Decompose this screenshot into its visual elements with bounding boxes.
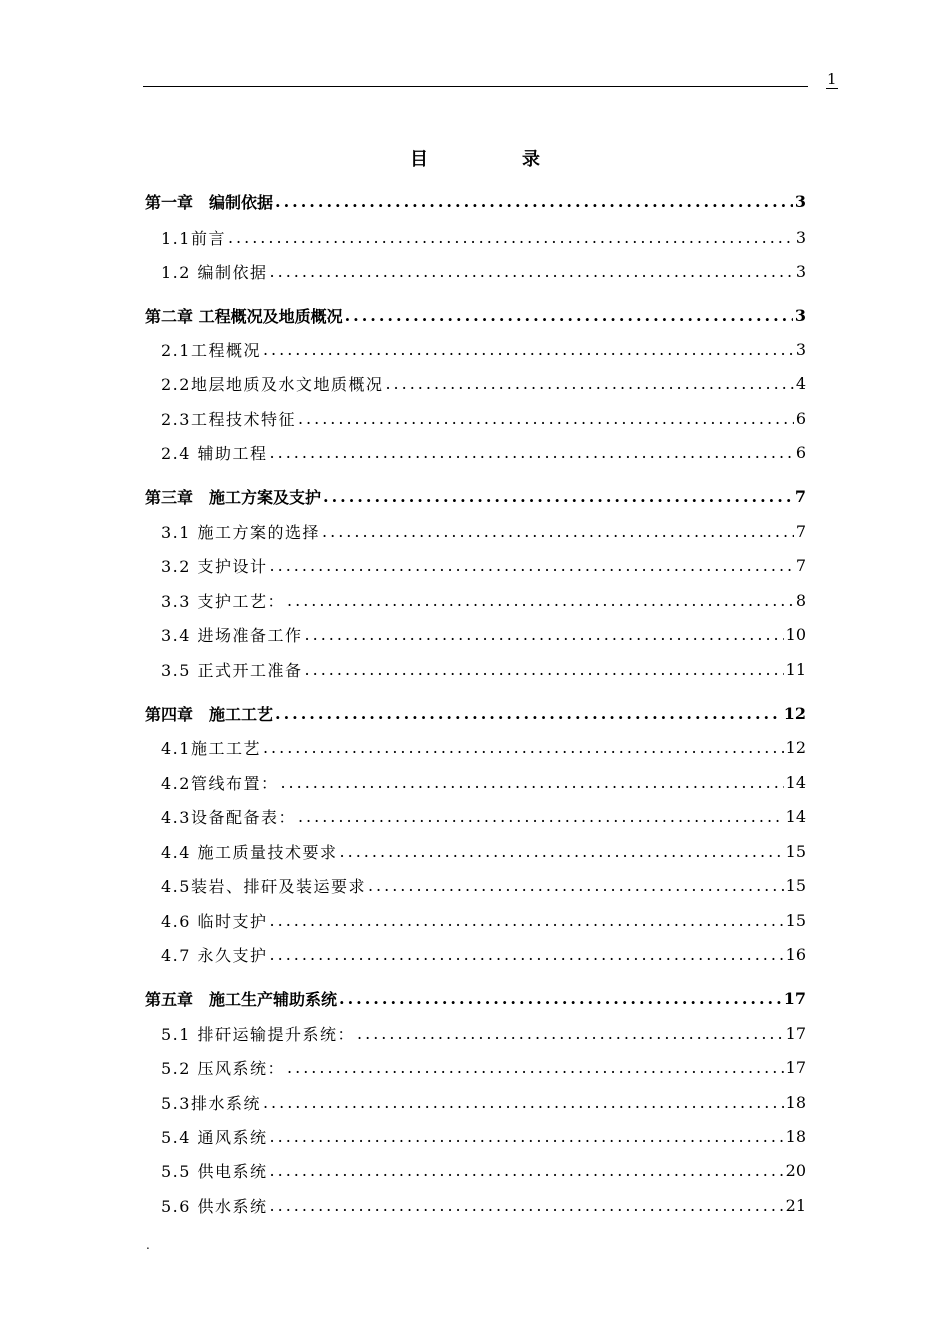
toc-entry-page: 15 <box>785 910 806 930</box>
toc-section-entry[interactable] <box>145 1191 806 1219</box>
toc-dot-leader <box>368 876 784 895</box>
toc-section-entry[interactable] <box>145 733 806 761</box>
toc-section-entry[interactable] <box>145 620 806 648</box>
toc-dot-leader <box>298 807 784 826</box>
toc-section-entry[interactable] <box>145 1156 806 1184</box>
toc-dot-leader <box>270 262 794 281</box>
toc-entry-page: 4 <box>795 373 806 393</box>
toc-entry-page: 3 <box>795 227 806 247</box>
toc-dot-leader <box>270 945 784 964</box>
toc-entry-label: 第四章 施工工艺 <box>145 704 274 724</box>
toc-section-entry[interactable] <box>145 837 806 865</box>
toc-section-entry[interactable] <box>145 655 806 683</box>
header-rule <box>143 86 808 87</box>
toc-dot-leader <box>228 228 794 247</box>
toc-entry-page: 8 <box>795 590 806 610</box>
toc-dot-leader <box>263 738 784 757</box>
toc-entry-page: 16 <box>785 944 806 964</box>
toc-section-entry[interactable] <box>145 369 806 397</box>
toc-entry-page: 6 <box>795 442 806 462</box>
toc-entry-label: 第二章 工程概况及地质概况 <box>145 306 343 326</box>
toc-section-entry[interactable] <box>145 223 806 251</box>
toc-entry-page: 3 <box>794 305 806 325</box>
toc-section-entry[interactable] <box>145 257 806 285</box>
toc-dot-leader <box>270 1127 784 1146</box>
toc-entry-label: 3.3 支护工艺： <box>161 591 286 611</box>
toc-entry-label: 4.7 永久支护 <box>161 945 268 965</box>
toc-entry-label: 1.1前言 <box>161 228 226 248</box>
toc-entry-page: 20 <box>785 1160 806 1180</box>
page-number: 1 <box>827 70 837 88</box>
toc-section-entry[interactable] <box>145 1122 806 1150</box>
toc-dot-leader <box>305 660 784 679</box>
toc-section-entry[interactable] <box>145 906 806 934</box>
toc-section-entry[interactable] <box>145 335 806 363</box>
toc-entry-label: 4.5装岩、排矸及装运要求 <box>161 876 366 896</box>
toc-entry-page: 11 <box>785 659 806 679</box>
toc-entry-page: 7 <box>795 555 806 575</box>
toc-entry-page: 3 <box>795 339 806 359</box>
toc-chapter-entry[interactable] <box>145 984 806 1012</box>
toc-section-entry[interactable] <box>145 404 806 432</box>
toc-entry-label: 5.3排水系统 <box>161 1093 261 1113</box>
toc-dot-leader <box>339 989 782 1008</box>
toc-entry-label: 2.3工程技术特征 <box>161 409 296 429</box>
toc-entry-page: 17 <box>785 1023 806 1043</box>
toc-entry-page: 17 <box>783 988 806 1008</box>
toc-entry-page: 18 <box>785 1092 806 1112</box>
toc-entry-label: 4.4 施工质量技术要求 <box>161 842 338 862</box>
toc-dot-leader <box>287 591 794 610</box>
toc-section-entry[interactable] <box>145 802 806 830</box>
toc-dot-leader <box>280 773 783 792</box>
toc-dot-leader <box>305 625 784 644</box>
toc-section-entry[interactable] <box>145 551 806 579</box>
toc-section-entry[interactable] <box>145 1088 806 1116</box>
toc-dot-leader <box>385 374 793 393</box>
toc-section-entry[interactable] <box>145 940 806 968</box>
toc-entry-page: 7 <box>795 521 806 541</box>
toc-dot-leader <box>322 522 794 541</box>
toc-section-entry[interactable] <box>145 768 806 796</box>
toc-entry-page: 18 <box>785 1126 806 1146</box>
toc-dot-leader <box>323 487 793 506</box>
toc-title: 目 录 <box>410 149 578 170</box>
toc-section-entry[interactable] <box>145 586 806 614</box>
toc-entry-label: 5.5 供电系统 <box>161 1161 268 1181</box>
toc-chapter-entry[interactable] <box>145 699 806 727</box>
toc-dot-leader <box>340 842 784 861</box>
toc-entry-page: 15 <box>785 841 806 861</box>
toc-section-entry[interactable] <box>145 1053 806 1081</box>
toc-dot-leader <box>270 1161 784 1180</box>
toc-dot-leader <box>270 556 794 575</box>
toc-dot-leader <box>357 1024 784 1043</box>
toc-dot-leader <box>270 1196 784 1215</box>
toc-entry-label: 4.6 临时支护 <box>161 911 268 931</box>
toc-entry-label: 5.4 通风系统 <box>161 1127 268 1147</box>
toc-dot-leader <box>263 1093 784 1112</box>
toc-entry-page: 6 <box>795 408 806 428</box>
toc-entry-label: 第三章 施工方案及支护 <box>145 487 322 507</box>
toc-entry-label: 3.5 正式开工准备 <box>161 660 303 680</box>
toc-entry-page: 12 <box>785 737 806 757</box>
toc-entry-page: 21 <box>785 1195 806 1215</box>
toc-entry-label: 4.1施工工艺 <box>161 738 261 758</box>
toc-entry-page: 17 <box>785 1057 806 1077</box>
toc-chapter-entry[interactable] <box>145 482 806 510</box>
toc-entry-label: 5.2 压风系统： <box>161 1058 286 1078</box>
toc-entry-page: 10 <box>785 624 806 644</box>
toc-entry-page: 3 <box>795 261 806 281</box>
toc-dot-leader <box>270 443 794 462</box>
toc-entry-label: 3.2 支护设计 <box>161 556 268 576</box>
footer-mark: . <box>146 1238 150 1252</box>
toc-entry-label: 3.1 施工方案的选择 <box>161 522 321 542</box>
toc-dot-leader <box>270 911 784 930</box>
toc-section-entry[interactable] <box>145 871 806 899</box>
toc-entry-label: 第五章 施工生产辅助系统 <box>145 989 338 1009</box>
toc-entry-label: 2.2地层地质及水文地质概况 <box>161 374 384 394</box>
toc-entry-label: 5.6 供水系统 <box>161 1196 268 1216</box>
toc-entry-page: 3 <box>794 191 806 211</box>
toc-section-entry[interactable] <box>145 438 806 466</box>
toc-entry-page: 12 <box>783 703 806 723</box>
toc-entry-page: 14 <box>785 806 806 826</box>
toc-chapter-entry[interactable] <box>145 187 806 215</box>
toc-entry-page: 7 <box>794 486 806 506</box>
toc-entry-label: 4.2管线布置： <box>161 773 279 793</box>
toc-dot-leader <box>287 1058 784 1077</box>
toc-dot-leader <box>275 704 782 723</box>
toc-dot-leader <box>298 409 794 428</box>
toc-entry-page: 14 <box>785 772 806 792</box>
toc-dot-leader <box>275 192 793 211</box>
toc-entry-label: 4.3设备配备表： <box>161 807 296 827</box>
toc-dot-leader <box>345 306 793 325</box>
toc-entry-label: 第一章 编制依据 <box>145 192 274 212</box>
toc-entry-label: 1.2 编制依据 <box>161 262 268 282</box>
toc-chapter-entry[interactable] <box>145 301 806 329</box>
toc-entry-label: 5.1 排矸运输提升系统： <box>161 1024 356 1044</box>
toc-entry-label: 3.4 进场准备工作 <box>161 625 303 645</box>
toc-entry-label: 2.1工程概况 <box>161 340 261 360</box>
toc-entry-page: 15 <box>785 875 806 895</box>
toc-dot-leader <box>263 340 794 359</box>
toc-entry-label: 2.4 辅助工程 <box>161 443 268 463</box>
toc-section-entry[interactable] <box>145 1019 806 1047</box>
toc-section-entry[interactable] <box>145 517 806 545</box>
